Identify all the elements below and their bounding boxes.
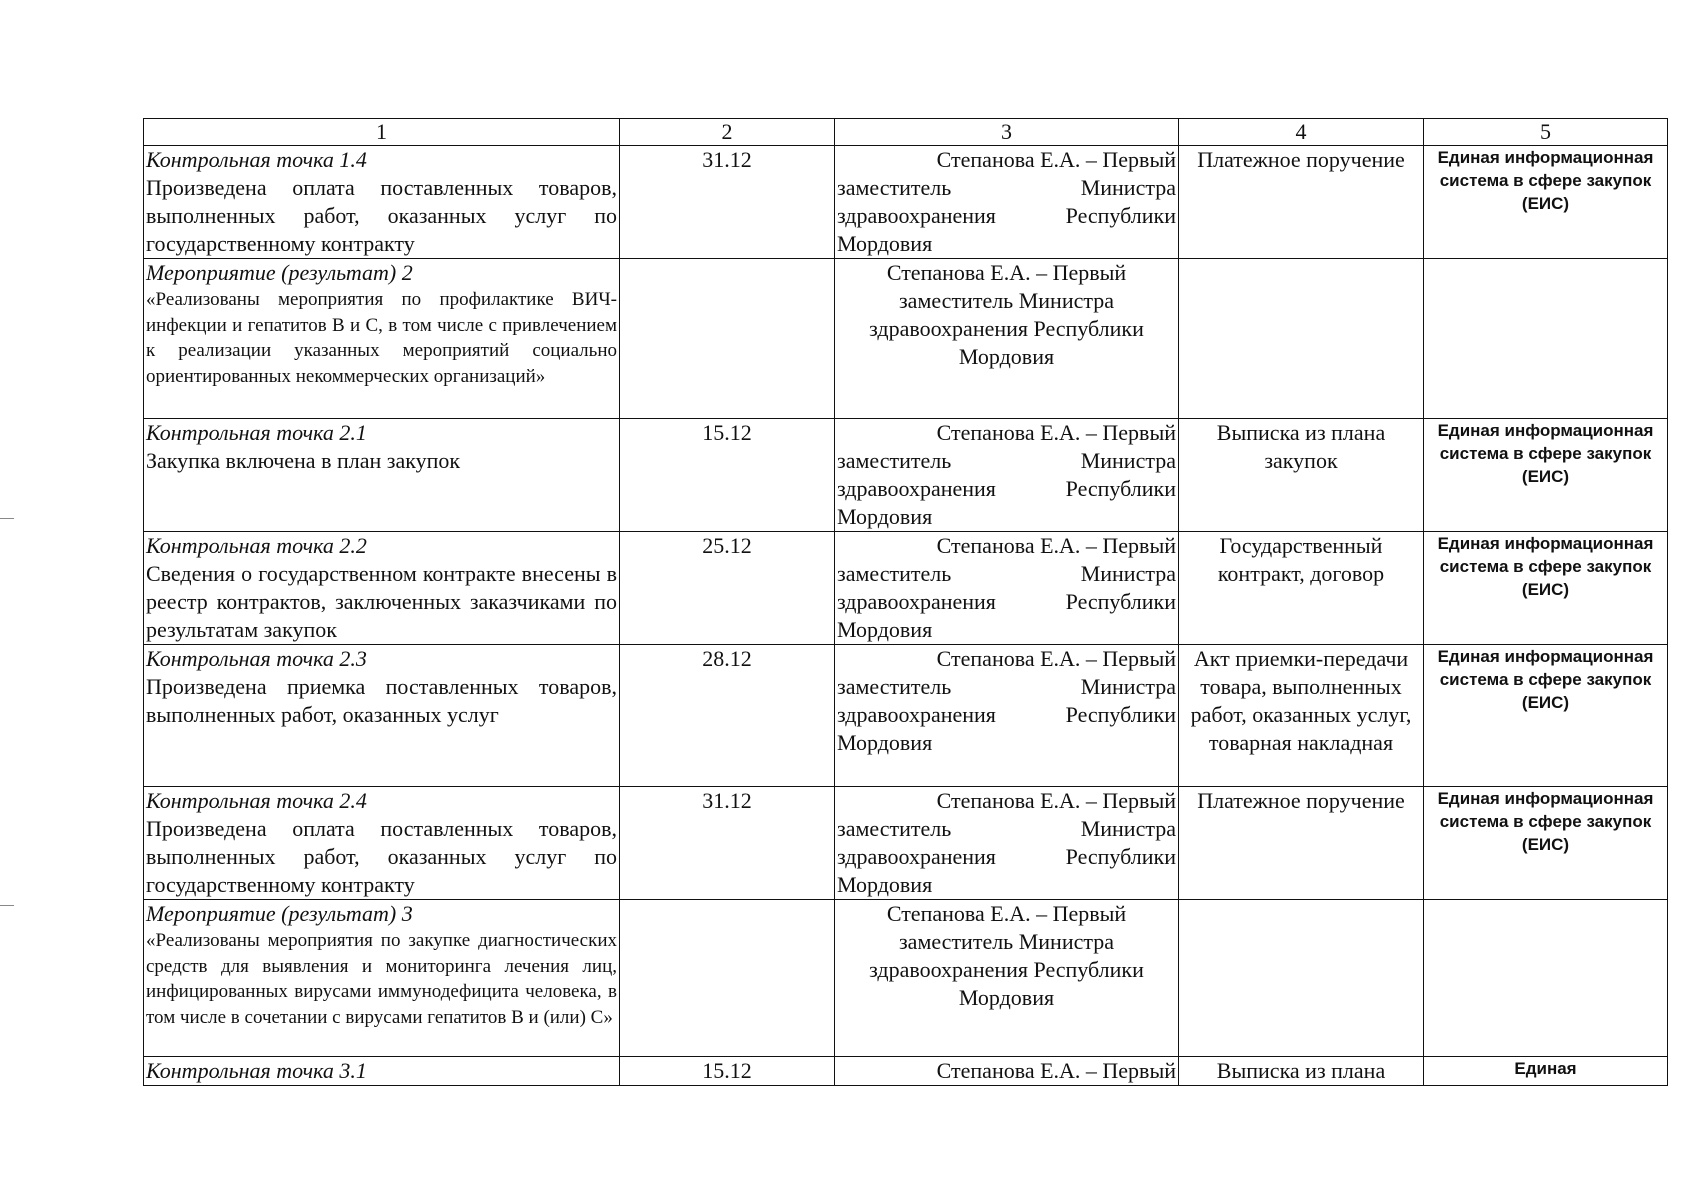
responsible-cell: Степанова Е.А. – Первый заместитель Министра здравоохранения Республики Мордовия — [835, 900, 1179, 1057]
date-cell — [620, 900, 835, 1057]
item-cell — [144, 259, 620, 419]
document-cell: Акт приемки-передачи товара, выполненных работ, оказанных услуг, товарная накладная — [1179, 645, 1424, 787]
system-cell — [1424, 787, 1668, 900]
system-text: Единая информационная система в сфере закупок (ЕИС) — [1437, 789, 1654, 854]
system-text: Единая информационная система в сфере закупок (ЕИС) — [1437, 148, 1654, 213]
date-cell: 15.12 — [620, 419, 835, 532]
item-cell — [144, 1057, 620, 1086]
item-label: Контрольная точка 2.3 — [146, 646, 367, 671]
date-cell: 15.12 — [620, 1057, 835, 1086]
responsible-line: здравоохранения Республики — [837, 476, 1176, 501]
table-row — [144, 259, 1668, 419]
document-cell — [1179, 900, 1424, 1057]
responsible-cell — [835, 1057, 1179, 1086]
date-cell: 25.12 — [620, 532, 835, 645]
responsible-cell — [835, 532, 1179, 645]
item-text: Сведения о государственном контракте внесены в реестр контрактов, заключенных заказчиками по результатам закупок — [146, 561, 617, 642]
responsible-cell — [835, 787, 1179, 900]
responsible-line: Мордовия — [837, 617, 933, 642]
header-row — [144, 119, 1668, 146]
responsible-cell — [835, 645, 1179, 787]
item-cell — [144, 787, 620, 900]
date-cell: 31.12 — [620, 146, 835, 259]
document-cell: Платежное поручение — [1179, 146, 1424, 259]
responsible-line: здравоохранения Республики — [837, 844, 1176, 869]
item-text: Закупка включена в план закупок — [146, 448, 461, 473]
responsible-line: здравоохранения Республики — [837, 203, 1176, 228]
item-label: Контрольная точка 2.4 — [146, 788, 367, 813]
document-cell — [1179, 259, 1424, 419]
item-label: Контрольная точка 2.2 — [146, 533, 367, 558]
header-cell-5: 5 — [1424, 119, 1668, 146]
document-cell: Выписка из плана закупок — [1179, 419, 1424, 532]
item-text: «Реализованы мероприятия по закупке диагностических средств для выявления и мониторинга лечения лиц, инфицированных вирусами иммунодефицита человека, в том числе в сочетании с вирусами гепатитов В и (или) С» — [146, 930, 617, 1028]
date-cell: 28.12 — [620, 645, 835, 787]
system-cell — [1424, 419, 1668, 532]
system-cell — [1424, 259, 1668, 419]
system-cell — [1424, 532, 1668, 645]
date-cell — [620, 259, 835, 419]
responsible-line: Степанова Е.А. – Первый — [936, 1058, 1176, 1083]
table-row — [144, 146, 1668, 259]
margin-mark — [0, 905, 14, 906]
item-text: Произведена оплата поставленных товаров, выполненных работ, оказанных услуг по государственному контракту — [146, 175, 617, 256]
responsible-cell — [835, 146, 1179, 259]
header-cell-4: 4 — [1179, 119, 1424, 146]
item-label: Контрольная точка 2.1 — [146, 420, 367, 445]
item-text: Произведена оплата поставленных товаров, выполненных работ, оказанных услуг по государственному контракту — [146, 816, 617, 897]
item-text: Произведена приемка поставленных товаров, выполненных работ, оказанных услуг — [146, 674, 617, 727]
item-label: Мероприятие (результат) 3 — [146, 901, 413, 926]
responsible-line: заместитель Министра — [837, 175, 1176, 200]
document-cell: Платежное поручение — [1179, 787, 1424, 900]
table-row — [144, 419, 1668, 532]
responsible-line: Степанова Е.А. – Первый — [936, 788, 1176, 813]
item-label: Контрольная точка 1.4 — [146, 147, 367, 172]
responsible-line: Мордовия — [837, 504, 933, 529]
responsible-line: Степанова Е.А. – Первый — [936, 646, 1176, 671]
header-cell-3: 3 — [835, 119, 1179, 146]
document-cell: Государственный контракт, договор — [1179, 532, 1424, 645]
responsible-cell: Степанова Е.А. – Первый заместитель Министра здравоохранения Республики Мордовия — [835, 259, 1179, 419]
system-cell — [1424, 1057, 1668, 1086]
responsible-line: заместитель Министра — [837, 816, 1176, 841]
plan-table — [143, 118, 1668, 1086]
table-row — [144, 1057, 1668, 1086]
table-row — [144, 787, 1668, 900]
responsible-line: Мордовия — [837, 231, 933, 256]
header-cell-2: 2 — [620, 119, 835, 146]
responsible-line: здравоохранения Республики — [837, 589, 1176, 614]
responsible-cell — [835, 419, 1179, 532]
item-cell — [144, 645, 620, 787]
responsible-line: Мордовия — [837, 730, 933, 755]
item-cell — [144, 532, 620, 645]
table-row — [144, 645, 1668, 787]
item-cell — [144, 146, 620, 259]
system-text: Единая — [1514, 1059, 1577, 1078]
header-cell-1: 1 — [144, 119, 620, 146]
responsible-line: Мордовия — [837, 872, 933, 897]
responsible-line: здравоохранения Республики — [837, 702, 1176, 727]
system-text: Единая информационная система в сфере закупок (ЕИС) — [1437, 647, 1654, 712]
responsible-line: заместитель Министра — [837, 674, 1176, 699]
item-text: «Реализованы мероприятия по профилактике ВИЧ-инфекции и гепатитов В и С, в том числе с привлечением к реализации указанных мероприятий социально ориентированных некоммерческих организаций» — [146, 289, 617, 387]
responsible-line: Степанова Е.А. – Первый — [936, 147, 1176, 172]
system-cell — [1424, 146, 1668, 259]
system-cell — [1424, 645, 1668, 787]
system-text: Единая информационная система в сфере закупок (ЕИС) — [1437, 421, 1654, 486]
margin-mark — [0, 518, 14, 519]
responsible-line: Степанова Е.А. – Первый — [936, 533, 1176, 558]
item-label: Мероприятие (результат) 2 — [146, 260, 413, 285]
item-cell — [144, 419, 620, 532]
responsible-line: заместитель Министра — [837, 561, 1176, 586]
table-row — [144, 900, 1668, 1057]
responsible-line: Степанова Е.А. – Первый — [936, 420, 1176, 445]
date-cell: 31.12 — [620, 787, 835, 900]
system-text: Единая информационная система в сфере закупок (ЕИС) — [1437, 534, 1654, 599]
table-row — [144, 532, 1668, 645]
item-cell — [144, 900, 620, 1057]
system-cell — [1424, 900, 1668, 1057]
responsible-line: заместитель Министра — [837, 448, 1176, 473]
document-cell: Выписка из плана — [1179, 1057, 1424, 1086]
item-label: Контрольная точка 3.1 — [146, 1058, 367, 1083]
